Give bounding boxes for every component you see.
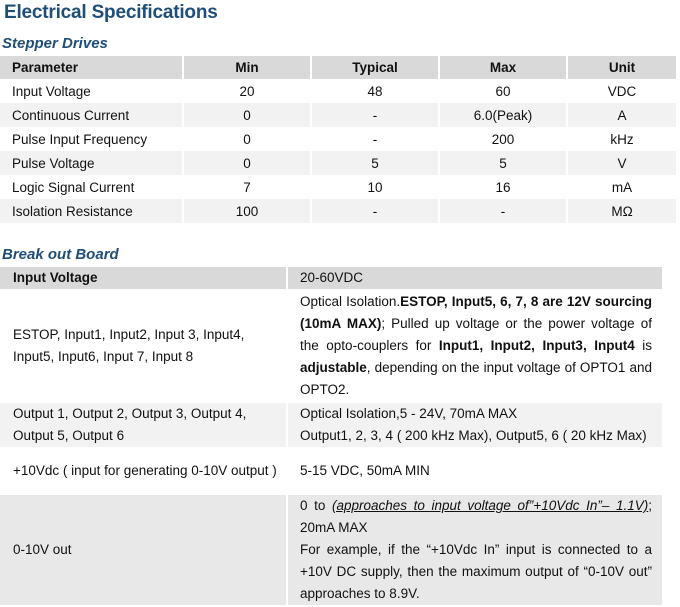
table-row	[0, 175, 676, 199]
table-cell: V	[567, 151, 676, 175]
row-label: +10Vdc ( input for generating 0-10V output )	[0, 448, 287, 494]
table-cell: Input Voltage	[0, 79, 183, 103]
table-cell: VDC	[607, 83, 637, 99]
table-header-row	[0, 56, 676, 79]
table-row	[0, 448, 662, 494]
text-run: Input1, Input2, Input3, Input4	[438, 338, 635, 353]
table-cell: Continuous Current	[0, 103, 183, 127]
column-header: Typical	[311, 56, 439, 79]
table-row	[0, 79, 676, 103]
table-cell: 0	[183, 151, 311, 175]
text-run: is	[634, 338, 652, 353]
text-run: adjustable	[300, 360, 367, 375]
table-row	[0, 267, 662, 290]
table-row	[0, 103, 676, 127]
table-cell: 100	[183, 199, 311, 223]
table-cell: Pulse Voltage	[0, 151, 183, 175]
table-cell: kHz	[610, 131, 634, 147]
table-cell: 20	[183, 79, 311, 103]
row-value: 5-15 VDC, 50mA MIN	[287, 448, 662, 494]
table-row	[0, 127, 676, 151]
text-run: ; 20mA MAX	[300, 498, 652, 535]
table-row	[0, 199, 676, 223]
table-row	[0, 402, 662, 448]
table-cell: Isolation Resistance	[0, 199, 183, 223]
stepper-spec-table	[0, 56, 676, 223]
table-cell: -	[311, 199, 439, 223]
row-label: Input Voltage	[0, 267, 287, 290]
table-cell: 10	[311, 175, 439, 199]
table-cell: 6.0(Peak)	[439, 103, 567, 127]
page-title: Electrical Specifications	[4, 2, 218, 23]
table-cell: MΩ	[567, 199, 676, 223]
table-row	[0, 151, 676, 175]
text-line: Output1, 2, 3, 4 ( 200 kHz Max), Output5, 6 ( 20 kHz Max)	[300, 428, 647, 443]
row-value	[287, 494, 662, 606]
stepper-heading: Stepper Drives	[2, 35, 108, 52]
row-value: 20-60VDC	[287, 267, 662, 290]
table-cell: -	[311, 103, 439, 127]
table-cell: Logic Signal Current	[0, 175, 183, 199]
table-cell: 16	[439, 175, 567, 199]
column-header: Max	[439, 56, 567, 79]
breakout-heading: Break out Board	[2, 246, 119, 263]
table-cell: 60	[439, 79, 567, 103]
column-header: Parameter	[0, 56, 183, 79]
table-cell: 5	[311, 151, 439, 175]
text-run: Optical Isolation.	[300, 294, 401, 309]
table-cell: 7	[183, 175, 311, 199]
text-run: 0 to	[300, 498, 332, 513]
table-cell: 5	[439, 151, 567, 175]
table-cell: -	[439, 199, 567, 223]
row-label: 0-10V out	[0, 494, 287, 606]
table-row	[0, 494, 662, 606]
breakout-spec-table	[0, 267, 662, 607]
row-value	[287, 402, 662, 448]
table-cell: -	[311, 127, 439, 151]
table-cell: 0	[183, 127, 311, 151]
row-value	[287, 290, 662, 402]
text-run: (approaches to input voltage of”+10Vdc In”– 1.1V)	[332, 498, 649, 513]
table-cell: A	[567, 103, 676, 127]
text-run: , depending on the input voltage of OPTO1 and OPTO2.	[300, 360, 652, 397]
row-label: Output 1, Output 2, Output 3, Output 4, Output 5, Output 6	[0, 402, 287, 448]
table-cell: Pulse Input Frequency	[0, 127, 183, 151]
table-cell: 0	[183, 103, 311, 127]
table-row	[0, 290, 662, 402]
table-cell: 48	[311, 79, 439, 103]
text-run: ; Pulled up voltage or the power voltage of the opto-couplers for	[300, 316, 652, 353]
text-run: ESTOP, Input5, 6, 7, 8 are 12V sourcing (10mA MAX)	[300, 294, 652, 331]
text-line: For example, if the “+10Vdc In” input is connected to a +10V DC supply, then the maximum output of “0-10V out” approaches to 8.9V.	[300, 542, 652, 601]
table-cell: mA	[611, 179, 633, 195]
text-line: Optical Isolation,5 - 24V, 70mA MAX	[300, 406, 518, 421]
table-cell: 200	[439, 127, 567, 151]
column-header: Unit	[567, 56, 676, 79]
row-label: ESTOP, Input1, Input2, Input 3, Input4, Input5, Input6, Input 7, Input 8	[0, 290, 287, 402]
column-header: Min	[183, 56, 311, 79]
